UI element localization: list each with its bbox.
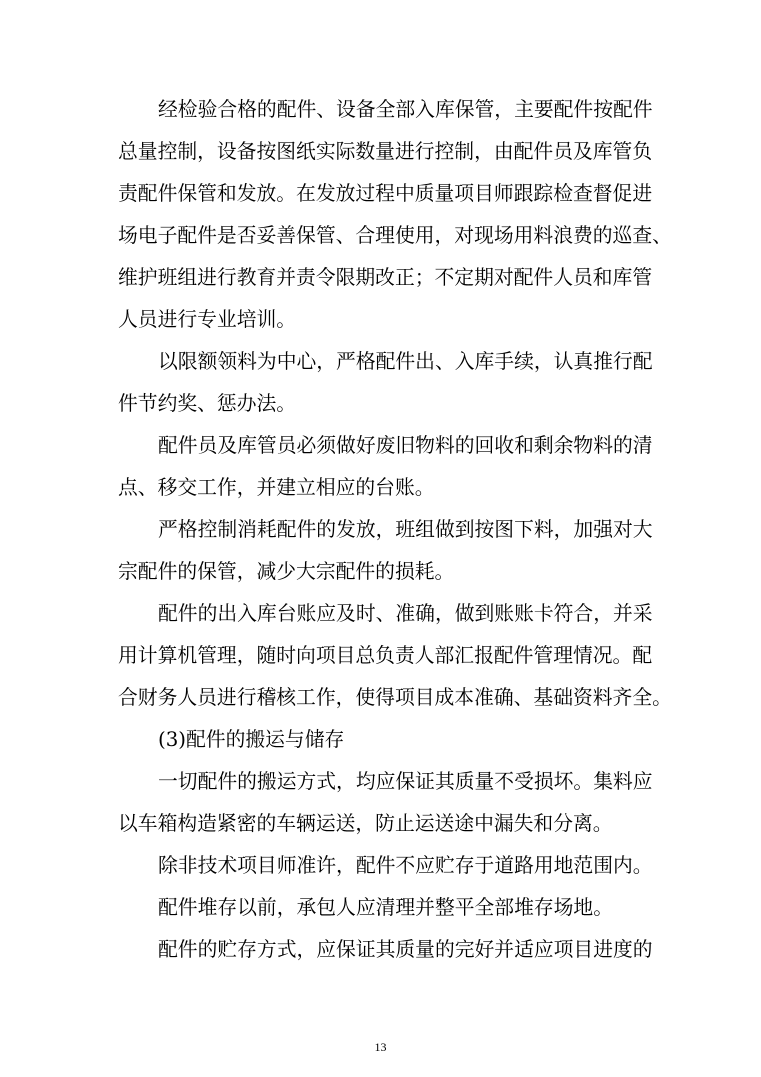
- text-line: 维护班组进行教育并责令限期改正；不定期对配件人员和库管: [118, 266, 653, 289]
- text-line: 以限额领料为中心，严格配件出、入库手续，认真推行配: [158, 350, 653, 373]
- text-line: 一切配件的搬运方式，均应保证其质量不受损坏。集料应: [158, 770, 653, 793]
- text-line: 宗配件的保管，减少大宗配件的损耗。: [118, 560, 455, 583]
- text-line: 以车箱构造紧密的车辆运送，防止运送途中漏失和分离。: [118, 812, 613, 835]
- text-line: 除非技术项目师准许，配件不应贮存于道路用地范围内。: [158, 854, 653, 877]
- text-line: 件节约奖、惩办法。: [118, 392, 297, 415]
- text-line: 点、移交工作，并建立相应的台账。: [118, 476, 435, 499]
- text-line: 人员进行专业培训。: [118, 308, 297, 331]
- text-line: 配件堆存以前，承包人应清理并整平全部堆存场地。: [158, 896, 613, 919]
- text-line: 配件的出入库台账应及时、准确，做到账账卡符合，并采: [158, 602, 653, 625]
- text-line: 总量控制，设备按图纸实际数量进行控制，由配件员及库管负: [118, 140, 653, 163]
- page-number: 13: [374, 1040, 387, 1054]
- text-line: 配件员及库管员必须做好废旧物料的回收和剩余物料的清: [158, 434, 653, 457]
- text-line: 经检验合格的配件、设备全部入库保管，主要配件按配件: [158, 98, 653, 121]
- body-text: [118, 89, 672, 971]
- text-line: 责配件保管和发放。在发放过程中质量项目师跟踪检查督促进: [118, 182, 653, 205]
- text-line: 配件的贮存方式，应保证其质量的完好并适应项目进度的: [158, 938, 653, 961]
- section-heading: (3)配件的搬运与储存: [158, 728, 345, 751]
- text-line: 场电子配件是否妥善保管、合理使用，对现场用料浪费的巡查、: [118, 224, 672, 247]
- text-line: 严格控制消耗配件的发放，班组做到按图下料，加强对大: [158, 518, 653, 541]
- text-line: 用计算机管理，随时向项目总负责人部汇报配件管理情况。配: [118, 644, 653, 667]
- text-line: 合财务人员进行稽核工作，使得项目成本准确、基础资料齐全。: [118, 686, 672, 709]
